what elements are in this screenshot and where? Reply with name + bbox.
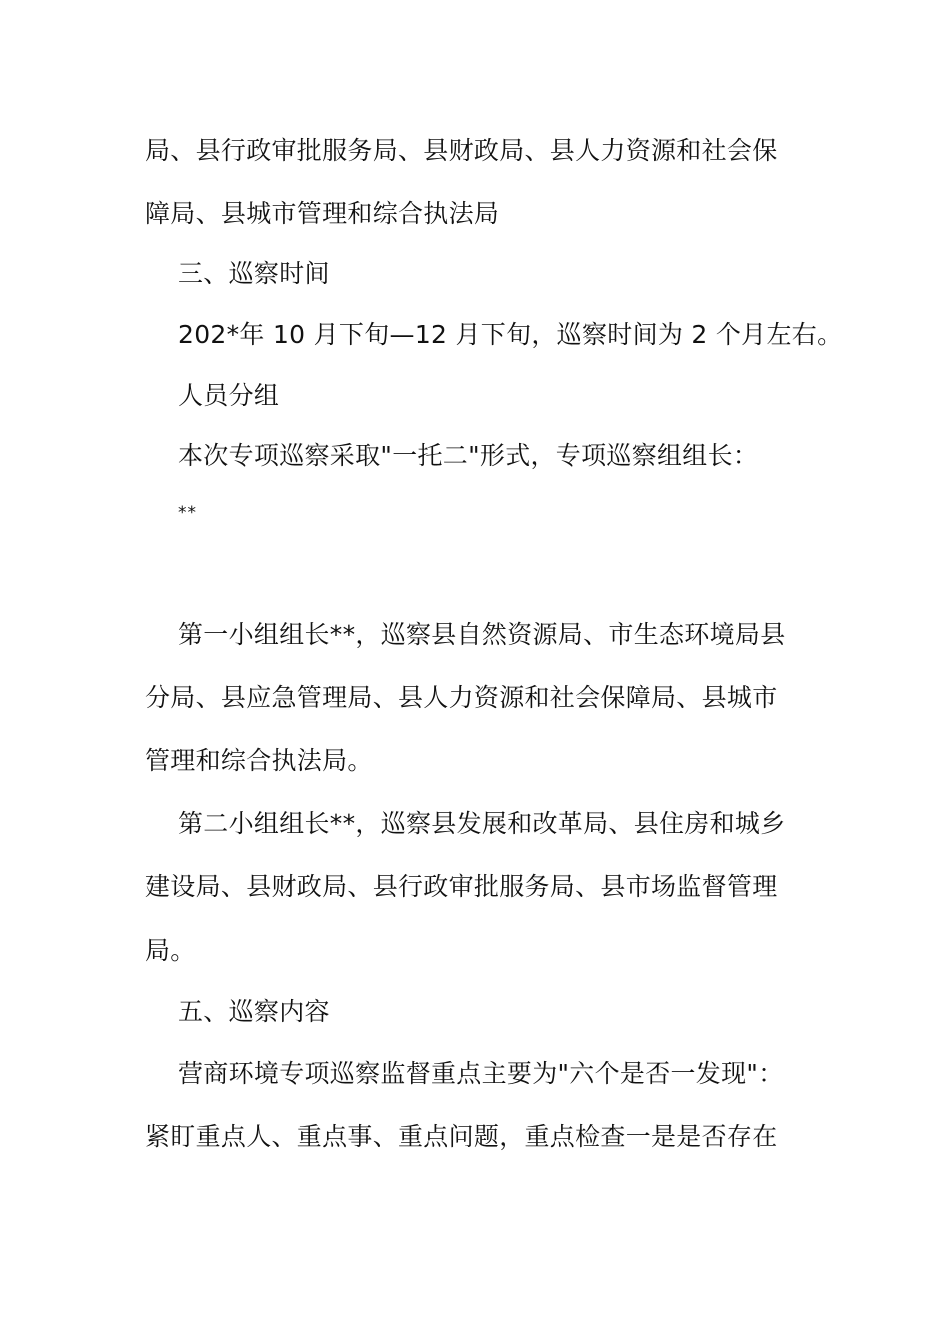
paragraph-line: 分局、县应急管理局、县人力资源和社会保障局、县城市 <box>145 683 778 712</box>
name-placeholder: ** <box>178 503 197 523</box>
section-heading: 五、巡察内容 <box>178 997 330 1026</box>
paragraph-line: 本次专项巡察采取"一托二"形式，专项巡察组组长： <box>178 441 759 470</box>
paragraph-line: 局、县行政审批服务局、县财政局、县人力资源和社会保 <box>145 136 778 165</box>
paragraph-line: 第二小组组长**，巡察县发展和改革局、县住房和城乡 <box>178 809 786 838</box>
paragraph-line: 营商环境专项巡察监督重点主要为"六个是否一发现"： <box>178 1059 784 1088</box>
paragraph-line: 202*年 10 月下旬—12 月下旬，巡察时间为 2 个月左右。 <box>178 320 843 349</box>
paragraph-line: 第一小组组长**，巡察县自然资源局、市生态环境局县 <box>178 620 786 649</box>
paragraph-line: 建设局、县财政局、县行政审批服务局、县市场监督管理 <box>145 872 778 901</box>
section-heading: 人员分组 <box>178 381 280 410</box>
paragraph-line: 障局、县城市管理和综合执法局 <box>145 199 500 228</box>
section-heading: 三、巡察时间 <box>178 259 330 288</box>
paragraph-line: 管理和综合执法局。 <box>145 746 373 775</box>
paragraph-line: 局。 <box>145 936 196 965</box>
paragraph-line: 紧盯重点人、重点事、重点问题，重点检查一是是否存在 <box>145 1122 778 1151</box>
